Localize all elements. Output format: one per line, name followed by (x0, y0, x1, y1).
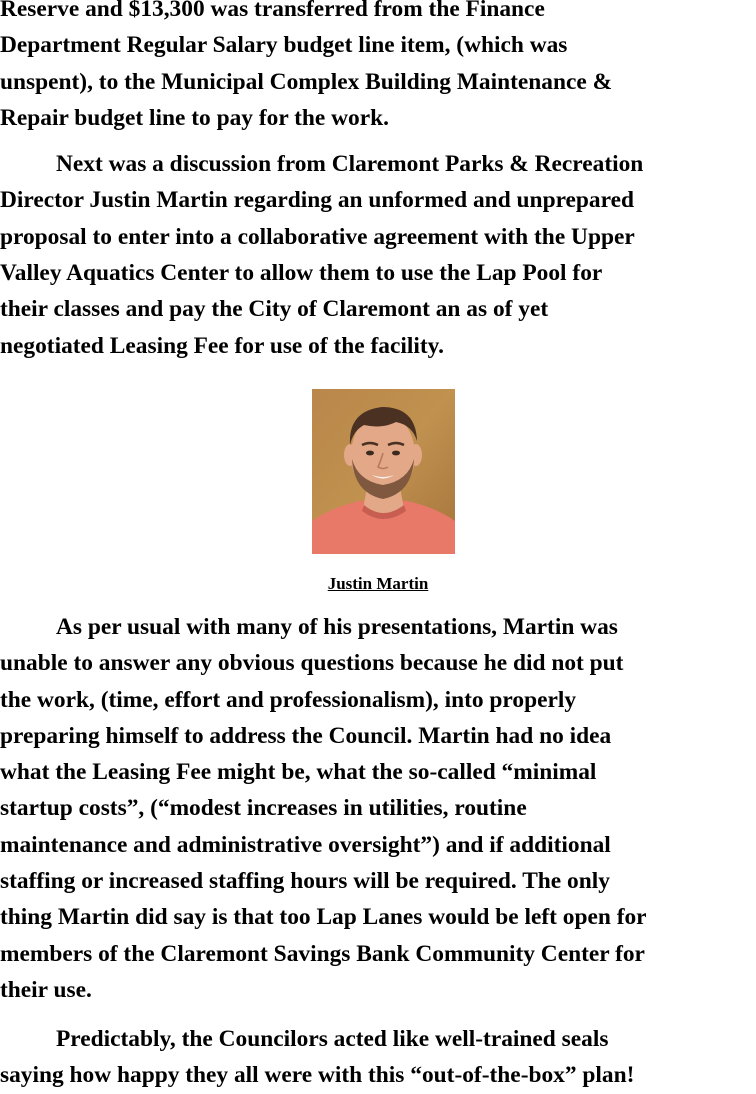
document-page (0, 0, 756, 364)
text-line: As per usual with many of his presentations, Martin was (56, 614, 618, 640)
text-line: Department Regular Salary budget line item, (which was (0, 32, 568, 59)
text-line: staffing or increased staffing hours will be required. The only (0, 868, 610, 895)
text-line: maintenance and administrative oversight”) and if additional (0, 831, 611, 858)
text-line: Predictably, the Councilors acted like well-trained seals (56, 1026, 609, 1052)
text-line: the work, (time, effort and professionalism), into properly (0, 686, 577, 713)
text-line: Reserve and $13,300 was transferred from the Finance (0, 0, 545, 22)
text-line: unable to answer any obvious questions because he did not put (0, 650, 624, 677)
text-line: members of the Claremont Savings Bank Community Center for (0, 940, 645, 967)
text-line: Director Justin Martin regarding an unformed and unprepared (0, 187, 634, 214)
text-line: their classes and pay the City of Claremont an as of yet (0, 296, 549, 323)
portrait-photo (312, 389, 455, 554)
text-line: startup costs”, (“modest increases in utilities, routine (0, 795, 527, 822)
paragraph-3 (0, 609, 647, 1008)
paragraph-2 (0, 146, 756, 364)
text-line: unspent), to the Municipal Complex Building Maintenance & (0, 68, 613, 95)
text-line: Repair budget line to pay for the work. (0, 104, 389, 131)
paragraph-4 (0, 1021, 634, 1094)
text-line: thing Martin did say is that too Lap Lanes would be left open for (0, 904, 647, 931)
text-line: negotiated Leasing Fee for use of the facility. (0, 332, 444, 359)
text-line: what the Leasing Fee might be, what the so-called “minimal (0, 759, 597, 786)
paragraph-1 (0, 0, 756, 136)
photo-caption: Justin Martin (327, 574, 429, 593)
text-line: saying how happy they all were with this “out-of-the-box” plan! (0, 1062, 635, 1089)
text-line: proposal to enter into a collaborative agreement with the Upper (0, 223, 635, 250)
text-line: their use. (0, 976, 92, 1003)
text-line: preparing himself to address the Council. Martin had no idea (0, 722, 612, 749)
text-line: Next was a discussion from Claremont Parks & Recreation (56, 151, 644, 178)
text-line: Valley Aquatics Center to allow them to use the Lap Pool for (0, 260, 603, 287)
